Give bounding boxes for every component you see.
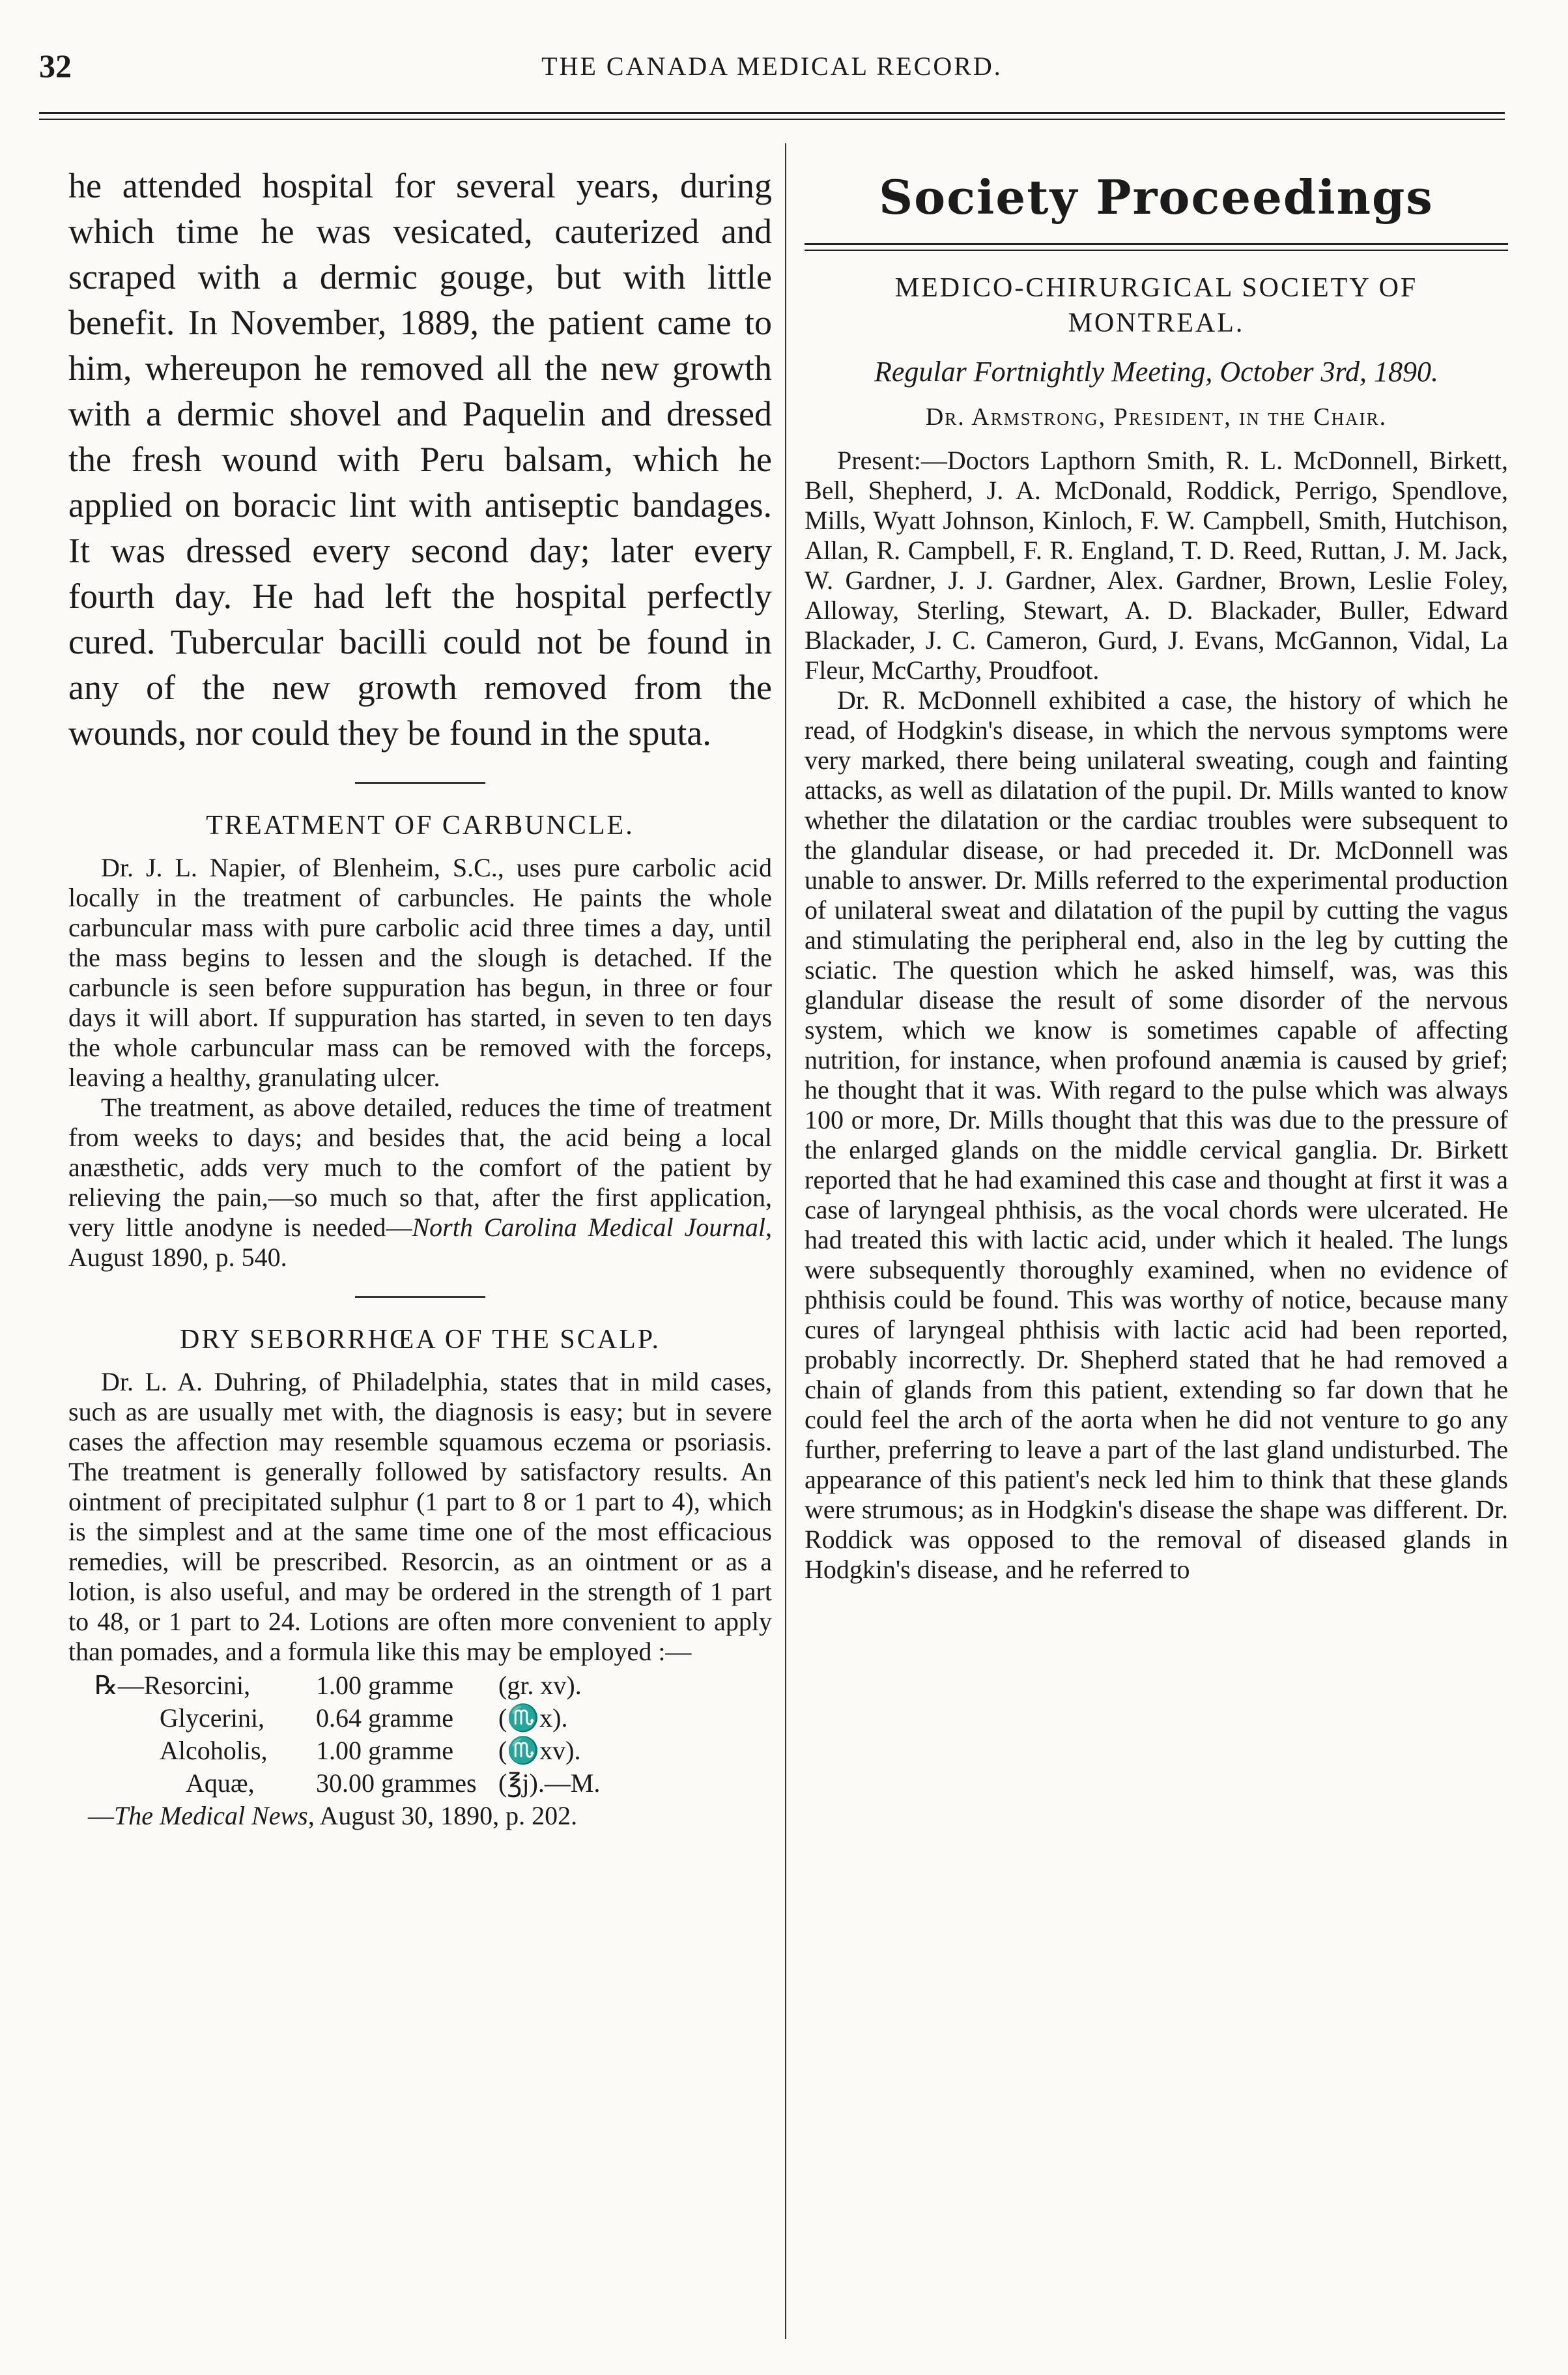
- banner-rule-top: [805, 243, 1508, 245]
- page-header: [39, 47, 1505, 93]
- source-dash: —: [88, 1801, 114, 1830]
- meeting-line: Regular Fortnightly Meeting, October 3rd, 1890.: [874, 356, 1438, 388]
- chair-line: Dr. Armstrong, President, in the Chair.: [925, 403, 1388, 431]
- header-rule-top: [39, 112, 1505, 114]
- prescription-line: [68, 1669, 772, 1702]
- society-title: MEDICO-CHIRURGICAL SOCIETY OF MONTREAL.: [894, 273, 1418, 338]
- section-separator: [355, 1296, 485, 1298]
- continued-paragraph: he attended hospital for several years, during which time he was vesicated, cauterized and scraped with a dermic gouge, but with little benefit. In November, 1889, the patient came to him, whereupon he removed all the new growth with a dermic shovel and Paquelin and dressed the fresh wound with Peru balsam, which he applied on boracic lint with antiseptic bandages. It was dressed every second day; later every fourth day. He had left the hospital perfectly cured. Tubercular bacilli could not be found in any of the new growth removed from the wounds, nor could they be found in the sputa.: [68, 166, 772, 753]
- column-divider: [785, 143, 786, 2339]
- seborrhoea-source-date: , August 30, 1890, p. 202.: [307, 1801, 578, 1830]
- header-rule-bottom: [39, 119, 1505, 120]
- carbuncle-paragraph-1: Dr. J. L. Napier, of Blenheim, S.C., uses pure carbolic acid locally in the treatment of carbuncles. He paints the whole carbuncular mass with pure carbolic acid three times a day, until the mass begins to lessen and the slough is detached. If the carbuncle is seen before suppuration has begun, in three or four days it will abort. If suppuration has started, in seven to ten days the whole carbuncular mass can be removed with the forceps, leaving a healthy, granulating ulcer.: [68, 853, 772, 1092]
- ingredient-amount: 0.64 gramme: [316, 1703, 454, 1733]
- ingredient-unit: (gr. xv).: [498, 1671, 582, 1700]
- carbuncle-source-date: , August 1890, p. 540.: [68, 1213, 772, 1272]
- prescription-line: [68, 1702, 772, 1734]
- ingredient-name: Glycerini,: [160, 1703, 265, 1733]
- ingredient-amount: 1.00 gramme: [316, 1671, 454, 1700]
- prescription-line: [68, 1734, 772, 1767]
- attendance-list: Present:—Doctors Lapthorn Smith, R. L. McDonnell, Birkett, Bell, Shepherd, J. A. McDonald, Roddick, Perrigo, Spendlove, Mills, Wyatt Johnson, Kinloch, F. W. Campbell, Smith, Hutchison, Allan, R. Campbell, F. R. England, T. D. Reed, Ruttan, J. M. Jack, W. Gardner, J. J. Gardner, Alex. Gardner, Brown, Leslie Foley, Alloway, Sterling, Stewart, A. D. Blackader, Buller, Edward Blackader, J. C. Cameron, Gurd, J. Evans, McGannon, Vidal, La Fleur, McCarthy, Proudfoot.: [805, 446, 1508, 685]
- carbuncle-source: North Carolina Medical Journal: [412, 1213, 765, 1242]
- carbuncle-paragraph-2: [68, 1093, 772, 1273]
- seborrhoea-heading: DRY SEBORRHŒA OF THE SCALP.: [179, 1325, 661, 1355]
- right-column: [805, 163, 1508, 1585]
- carbuncle-paragraph-2-text: The treatment, as above detailed, reduces the time of treatment from weeks to days; and besides that, the acid being a local anæsthetic, adds very much to the comfort of the patient by relieving the pain,—so much so that, after the first application, very little anodyne is needed—: [68, 1093, 772, 1242]
- seborrhoea-paragraph: Dr. L. A. Duhring, of Philadelphia, states that in mild cases, such as are usually met with, the diagnosis is easy; but in severe cases the affection may resemble squamous eczema or psoriasis. The treatment is generally followed by satisfactory results. An ointment of precipitated sulphur (1 part to 8 or 1 part to 4), which is the simplest and at the same time one of the most efficacious remedies, will be prescribed. Resorcin, as an ointment or as a lotion, is also useful, and may be ordered in the strength of 1 part to 48, or 1 part to 24. Lotions are often more convenient to apply than pomades, and a formula like this may be employed :—: [68, 1367, 772, 1666]
- proceedings-body: Dr. R. McDonnell exhibited a case, the history of which he read, of Hodgkin's disease, in which the nervous symptoms were very marked, there being unilateral sweating, cough and fainting attacks, as well as dilatation of the pupil. Dr. Mills wanted to know whether the dilatation or the cardiac troubles were subsequent to the glandular disease, or had preceded it. Dr. McDonnell was unable to answer. Dr. Mills referred to the experimental production of unilateral sweat and dilatation of the pupil by cutting the vagus and stimulating the peripheral end, also in the leg by cutting the sciatic. The question which he asked himself, was, was this glandular disease the result of some disorder of the nervous system, which we know is sometimes capable of affecting nutrition, for instance, when profound anæmia is caused by grief; he thought that it was. With regard to the pulse which was always 100 or more, Dr. Mills thought that this was due to the pressure of the enlarged glands on the middle cervical ganglia. Dr. Birkett reported that he had examined this case and thought at first it was a case of laryngeal phthisis, as the vocal chords were ulcerated. He had treated this with lactic acid, under which it healed. The lungs were subsequently thoroughly examined, when no evidence of phthisis could be found. This was worthy of notice, because many cures of laryngeal phthisis with lactic acid had been reported, probably incorrectly. Dr. Shepherd stated that he had removed a chain of glands from this patient, extending so far down that he could feel the arch of the aorta when he did not venture to go any further, preferring to leave a part of the last gland undisturbed. The appearance of this patient's neck led him to think that these glands were strumous; as in Hodgkin's disease the shape was different. Dr. Roddick was opposed to the removal of diseased glands in Hodgkin's disease, and he referred to: [805, 685, 1508, 1584]
- carbuncle-heading: TREATMENT OF CARBUNCLE.: [206, 811, 634, 841]
- seborrhoea-source: The Medical News: [114, 1801, 308, 1830]
- ingredient-name: Aquæ,: [186, 1768, 255, 1798]
- journal-title: THE CANADA MEDICAL RECORD.: [541, 51, 1003, 81]
- society-proceedings-banner: Society Proceedings: [879, 169, 1434, 225]
- ingredient-unit: (♏xv).: [498, 1736, 581, 1765]
- ingredient-name: Alcoholis,: [160, 1736, 268, 1765]
- ingredient-amount: 30.00 grammes: [316, 1768, 477, 1798]
- seborrhoea-source-line: [68, 1800, 772, 1832]
- prescription: [68, 1669, 772, 1800]
- prescription-line: [68, 1767, 772, 1800]
- ingredient-unit: (♏x).: [498, 1703, 568, 1733]
- ingredient-unit: (℥j).—M.: [498, 1768, 601, 1798]
- left-column: [68, 163, 772, 1832]
- banner-rule-bottom: [805, 250, 1508, 251]
- section-separator: [355, 782, 485, 784]
- ingredient-name: ℞—Resorcini,: [94, 1671, 251, 1700]
- page-number: 32: [39, 48, 72, 84]
- ingredient-amount: 1.00 gramme: [316, 1736, 454, 1765]
